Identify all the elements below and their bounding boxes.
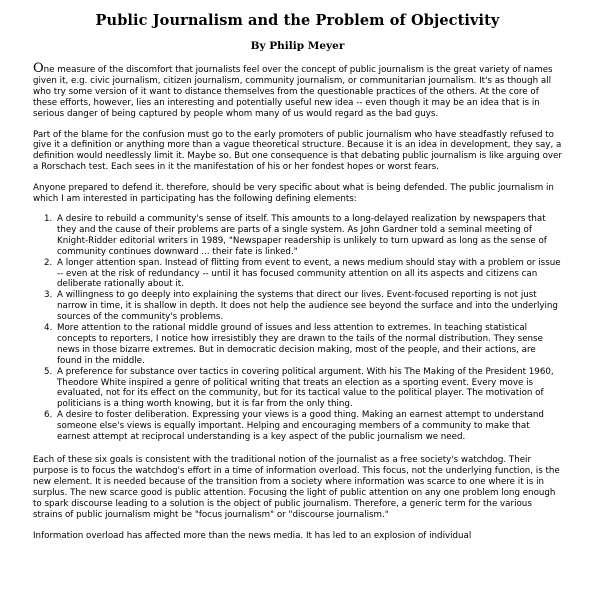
list-item: 2. A longer attention span. Instead of flitting from event to event, a news medium should stay with a problem or issue -- even at the risk of redundancy -- until it has focused community attention on all its aspects and citizens can deliberate rationally about it. <box>55 258 562 291</box>
list-item: 4. More attention to the rational middle ground of issues and less attention to extremes. In teaching statistical concepts to reporters, I notice how irresistibly they are drawn to the tails of the normal distribution. They sense news in those bizarre extremes. But in democratic decision making, most of the people, and their actions, are found in the middle. <box>55 323 562 367</box>
paragraph-overload: Information overload has affected more than the news media. It has led to an explosion of individual <box>33 531 472 542</box>
defining-elements-list <box>33 214 562 443</box>
article-title: Public Journalism and the Problem of Objectivity <box>95 12 500 29</box>
drop-cap: O <box>33 61 44 76</box>
list-item: 6. A desire to foster deliberation. Expressing your views is a good thing. Making an earnest attempt to understand someone else's views is equally important. Helping and encouraging members of a community to make that earnest attempt at reciprocal understanding is a key aspect of the public journalism we need. <box>55 410 562 443</box>
paragraph-intro-text: ne measure of the discomfort that journalists feel over the concept of public journalism is the great variety of names given it, e.g. civic journalism, citizen journalism, community journalism, or communitarian journalism. It's as though all who try some version of it want to distance themselves from the questionable practices of the others. At the core of these efforts, however, lies an interesting and potentially useful new idea -- even though it may be an idea that is in serious danger of being captured by people whom many of us would regard as the bad guys. <box>33 65 553 119</box>
list-item: 3. A willingness to go deeply into explaining the systems that direct our lives. Event-focused reporting is not just narrow in time, it is shallow in depth. It does not help the audience see beyond the surface and into the underlying sources of the community's problems. <box>55 290 562 323</box>
paragraph-intro <box>33 61 562 120</box>
paragraph-six-goals: Each of these six goals is consistent with the traditional notion of the journalist as a free society's watchdog. Their purpose is to focus the watchdog's effort in a time of information overload. This focus, not the underlying function, is the new element. It is needed because of the transition from a society where information was scarce to one where it is in surplus. The new scarce good is public attention. Focusing the light of public attention on any one problem long enough to spark discourse leading to a solution is the object of public journalism. Therefore, a generic term for the various strains of public journalism might be "focus journalism" or "discourse journalism." <box>33 455 560 520</box>
list-item: 5. A preference for substance over tactics in covering political argument. With his The Making of the President 1960, Theodore White inspired a genre of political writing that treats an election as a sporting event. Every move is evaluated, not for its effect on the community, but for its tactical value to the political player. The motivation of politicians is a thing worth knowing, but it is far from the only thing. <box>55 367 562 411</box>
paragraph-defend: Anyone prepared to defend it. therefore, should be very specific about what is being defended. The public journalism in which I am interested in participating has the following defining elements: <box>33 183 554 205</box>
paragraph-blame: Part of the blame for the confusion must go to the early promoters of public journalism who have steadfastly refused to give it a definition or anything more than a vague theoretical structure. Because it is an idea in development, they say, a definition would needlessly limit it. Maybe so. But one consequence is that debating public journalism is like arguing over a Rorschach test. Each sees in it the manifestation of his or her fondest hopes or worst fears. <box>33 129 562 173</box>
list-item: 1. A desire to rebuild a community's sense of itself. This amounts to a long-delayed realization by newspapers that they and the cause of their problems are parts of a single system. As John Gardner told a seminal meeting of Knight-Ridder editorial writers in 1989, "Newspaper readership is unlikely to turn upward as long as the sense of community continues downward ... their fate is linked." <box>55 214 562 258</box>
article-byline: By Philip Meyer <box>250 40 345 52</box>
